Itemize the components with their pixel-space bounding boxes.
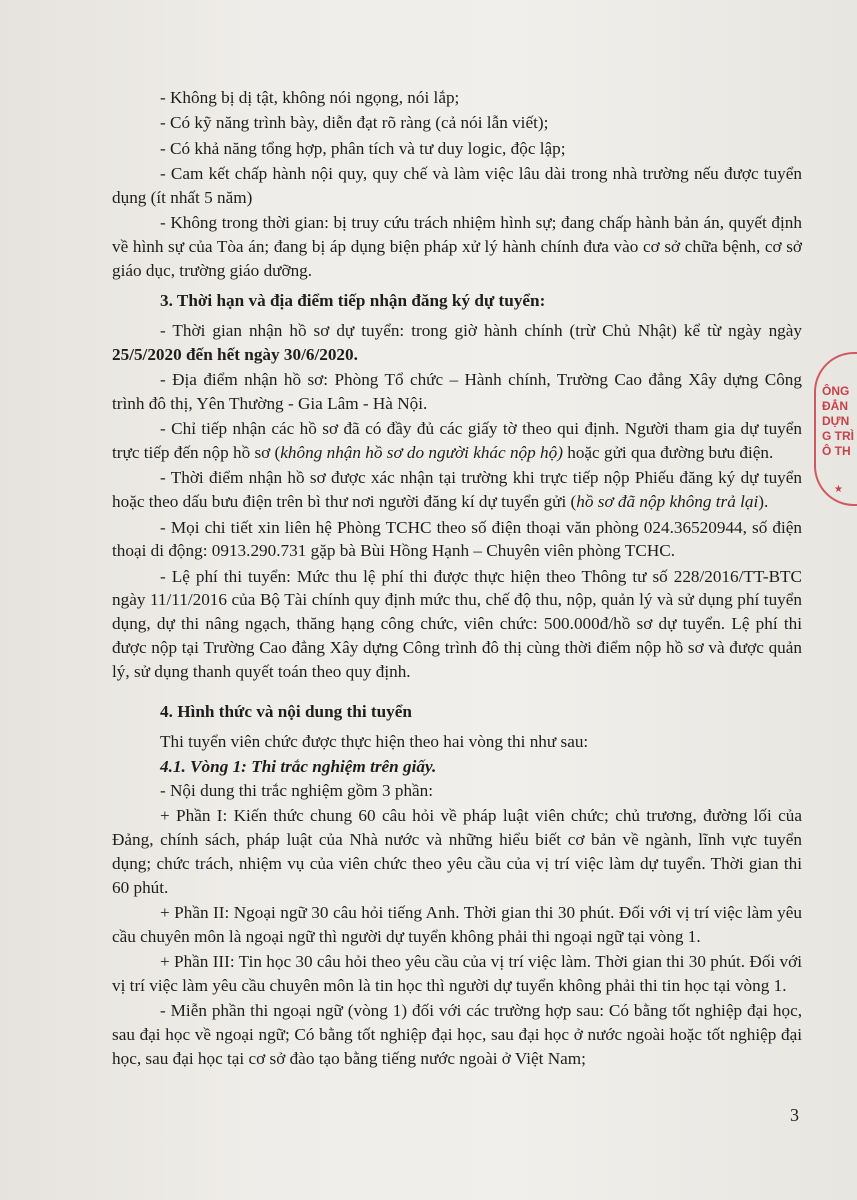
reception-time-lead: - Thời gian nhận hồ sơ dự tuyển: trong giờ hành chính (trừ Chủ Nhật) kể từ ngày ngày [160,321,802,341]
bullet-requirement: - Không trong thời gian: bị truy cứu trách nhiệm hình sự; đang chấp hành bản án, quyết định về hình sự của Tòa án; đang bị áp dụng biện pháp xử lý hành chính đưa vào cơ sở chữa bệnh, cơ sở giáo dục, trường giáo dưỡng. [112,212,802,280]
round-1-heading: 4.1. Vòng 1: Thi trắc nghiệm trên giấy. [160,757,437,777]
accept-tail: hoặc gửi qua đường bưu điện. [562,443,774,463]
accept-note: không nhận hồ sơ do người khác nộp hộ) [280,443,563,463]
stamp-star-icon: ★ [834,484,843,495]
confirm-note: hồ sơ đã nộp không trả lại [576,492,759,512]
part-1: + Phần I: Kiến thức chung 60 câu hỏi về pháp luật viên chức; chủ trương, đường lối của Đảng, chính sách, pháp luật của Nhà nước và những hiểu biết cơ bản về ngành, lĩnh vực tuyển dụng; chức trách, nhiệm vụ của viên chức theo yêu cầu của vị trí việc làm dự tuyển. Thời gian thi 60 phút. [112,806,802,897]
red-seal-stamp [814,352,857,506]
part-2: + Phần II: Ngoại ngữ 30 câu hỏi tiếng Anh. Thời gian thi 30 phút. Đối với vị trí việc làm yêu cầu chuyên môn là ngoại ngữ thì người dự tuyển không phải thi ngoại ngữ tại vòng 1. [112,903,802,946]
confirm-tail: ). [758,492,769,512]
contact-info: - Mọi chi tiết xin liên hệ Phòng TCHC theo số điện thoại văn phòng 024.36520944, số điện thoại di động: 0913.290.731 gặp bà Bùi Hồng Hạnh – Chuyên viên phòng TCHC. [112,517,802,561]
language-exemption: - Miễn phần thi ngoại ngữ (vòng 1) đối với các trường hợp sau: Có bằng tốt nghiệp đại học, sau đại học về ngoại ngữ; Có bằng tốt nghiệp đại học, sau đại học ở nước ngoài hoặc tốt nghiệp đại học, sau đại học tại cơ sở đào tạo bằng tiếng nước ngoài ở Việt Nam; [112,1001,802,1068]
confirm-lead: - Thời điểm nhận hồ sơ được xác nhận tại trường khi trực tiếp nộp Phiếu đăng ký dự tuyển hoặc theo dấu bưu điện trên bì thư nơi người đăng kí dự tuyển gửi ( [112,468,802,512]
section-3-heading: 3. Thời hạn và địa điểm tiếp nhận đăng ký dự tuyển: [160,291,546,311]
document-body [112,86,802,1072]
exam-fee: - Lệ phí thi tuyển: Mức thu lệ phí thi được thực hiện theo Thông tư số 228/2016/TT-BTC ngày 11/11/2016 của Bộ Tài chính quy định mức thu, chế độ thu, nộp, quản lý và sử dụng phí tuyển dụng, dự thi nâng ngạch, thăng hạng công chức, viên chức: 500.000đ/hồ sơ dự tuyển. Lệ phí thi được nộp tại Trường Cao đẳng Xây dựng Công trình đô thị cùng thời điểm nộp hồ sơ và được quản lý, sử dụng thanh quyết toán theo quy định. [112,566,802,681]
stamp-text: ÔNG ĐẲN DỰN G TRÌ Ô TH [822,384,854,458]
round-1-content-lead: - Nội dung thi trắc nghiệm gồm 3 phần: [160,781,434,801]
page-number: 3 [790,1105,799,1125]
reception-time [112,319,802,367]
section-4-heading: 4. Hình thức và nội dung thi tuyển [160,702,412,722]
reception-location: - Địa điểm nhận hồ sơ: Phòng Tổ chức – Hành chính, Trường Cao đẳng Xây dựng Công trình đô thị, Yên Thường - Gia Lâm - Hà Nội. [112,370,802,414]
reception-confirm [112,466,802,514]
accept-lead: - Chỉ tiếp nhận các hồ sơ đã có đầy đủ các giấy tờ theo qui định. Người tham gia dự tuyển trực tiếp đến nộp hồ sơ ( [112,419,802,463]
bullet-requirement: - Có khả năng tổng hợp, phân tích và tư duy logic, độc lập; [160,138,566,158]
bullet-requirement: - Cam kết chấp hành nội quy, quy chế và làm việc lâu dài trong nhà trường nếu được tuyển dụng (ít nhất 5 năm) [112,163,802,207]
bullet-requirement: - Có kỹ năng trình bày, diễn đạt rõ ràng (cả nói lẫn viết); [160,113,549,133]
bullet-requirement: - Không bị dị tật, không nói ngọng, nói lắp; [160,88,460,107]
reception-accept [112,417,802,465]
reception-time-dates: 25/5/2020 đến hết ngày 30/6/2020. [112,344,358,364]
part-3: + Phần III: Tin học 30 câu hỏi theo yêu cầu của vị trí việc làm. Thời gian thi 30 phút. Đối với vị trí việc làm yêu cầu chuyên môn là tin học thì người dự tuyển không phải thi tin học tại vòng 1. [112,952,802,995]
section-4-intro: Thi tuyển viên chức được thực hiện theo hai vòng thi như sau: [160,731,589,751]
